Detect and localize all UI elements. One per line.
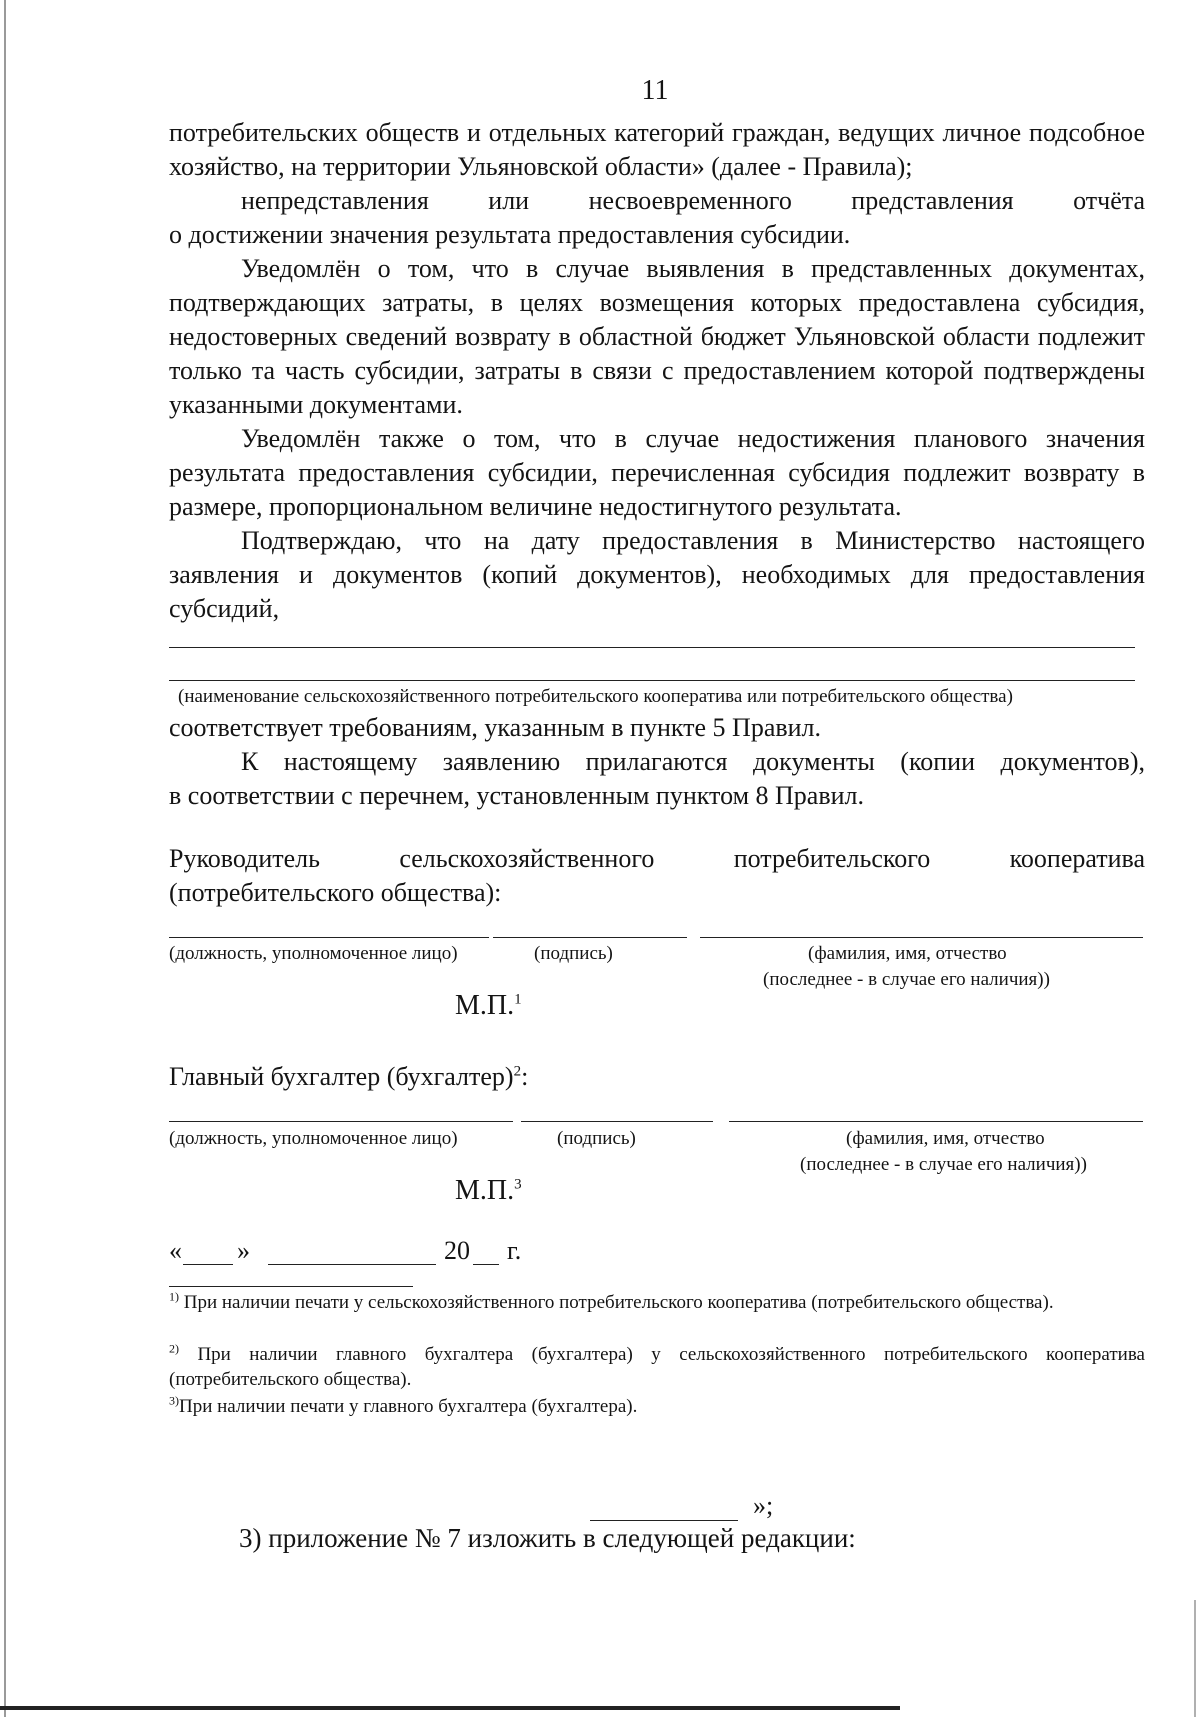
head-position-caption: (должность, уполномоченное лицо) <box>169 943 458 964</box>
head-label-line2: (потребительского общества): <box>169 878 502 907</box>
paragraph-rules: потребительских обществ и отдельных категорий граждан, ведущих личное подсобное хозяйство, на территории Ульяновской области» (далее - Правила); <box>169 118 1145 181</box>
accountant-signature-line[interactable] <box>521 1121 713 1122</box>
accountant-name-caption-line1: (фамилия, имя, отчество <box>846 1128 1045 1149</box>
footnote-text: При наличии печати у главного бухгалтера (бухгалтера). <box>179 1396 638 1417</box>
head-name-caption-line1: (фамилия, имя, отчество <box>808 943 1007 964</box>
date-year-prefix: 20 <box>444 1236 470 1265</box>
page-number: 11 <box>641 75 669 106</box>
page-left-edge <box>4 0 6 1717</box>
head-name-caption-line2: (последнее - в случае его наличия)) <box>763 969 1050 990</box>
accountant-label-text: Главный бухгалтер (бухгалтер) <box>169 1062 514 1091</box>
footnote-text: При наличии печати у сельскохозяйственного потребительского кооператива (потребительского общества). <box>183 1292 1054 1313</box>
accountant-name-line[interactable] <box>729 1121 1143 1122</box>
footnote-mark: 3) <box>169 1393 179 1408</box>
closing-blank-line[interactable] <box>590 1520 738 1521</box>
accountant-signature-caption: (подпись) <box>557 1128 636 1149</box>
footnote-mark: 2) <box>169 1341 179 1356</box>
stamp-text: М.П. <box>455 990 515 1021</box>
head-label-line1: Руководитель сельскохозяйственного потребительского кооператива <box>169 844 1145 873</box>
footnote-mark: 1) <box>169 1289 179 1304</box>
paragraph-notified-false-data: Уведомлён о том, что в случае выявления в представленных документах, подтверждающих затраты, в целях возмещения которых предоставлена субсидия, недостоверных сведений возврату в областной бюджет Ульяновской области подлежит только та часть субсидии, затраты в связи с предоставлением которой подтверждены указанными документами. <box>169 254 1145 419</box>
org-name-blank-line-2[interactable] <box>169 680 1135 681</box>
attached-docs-line2: в соответствии с перечнем, установленным пунктом 8 Правил. <box>169 781 865 810</box>
date-day-blank[interactable] <box>183 1264 233 1265</box>
org-name-caption: (наименование сельскохозяйственного потребительского кооператива или потребительского общества) <box>178 686 1013 707</box>
item-3-heading: 3) приложение № 7 изложить в следующей редакции: <box>239 1523 856 1553</box>
head-signature-line[interactable] <box>493 937 687 938</box>
date-close-quote: » <box>237 1236 250 1265</box>
accountant-stamp-label <box>455 1175 522 1207</box>
page-right-edge <box>1194 1600 1196 1717</box>
accountant-colon: : <box>521 1062 529 1091</box>
stamp-text: М.П. <box>455 1175 515 1206</box>
footnote-2 <box>169 1342 1145 1392</box>
accountant-position-caption: (должность, уполномоченное лицо) <box>169 1128 458 1149</box>
paragraph-notified-not-achieved: Уведомлён также о том, что в случае недостижения планового значения результата предоставления субсидии, перечисленная субсидия подлежит возврату в размере, пропорциональном величине недостигнутого результата. <box>169 424 1145 521</box>
head-signature-caption: (подпись) <box>534 943 613 964</box>
complies-text: соответствует требованиям, указанным в пункте 5 Правил. <box>169 713 822 742</box>
date-year-suffix: г. <box>507 1236 522 1265</box>
paragraph-nonsubmission-line1: непредставления или несвоевременного представления отчёта <box>241 186 1145 215</box>
date-year-blank[interactable] <box>473 1264 499 1265</box>
attached-docs-line1: К настоящему заявлению прилагаются документы (копии документов), <box>241 747 1145 776</box>
paragraph-confirm: Подтверждаю, что на дату предоставления в Министерство настоящего заявления и документов (копий документов), необходимых для предоставления субсидий, <box>169 526 1145 623</box>
page-bottom-edge <box>0 1706 900 1710</box>
footnote-ref: 3 <box>514 1176 522 1193</box>
closing-quote: »; <box>753 1491 774 1520</box>
date-month-blank[interactable] <box>268 1264 436 1265</box>
head-position-line[interactable] <box>169 937 489 938</box>
footnote-ref: 2 <box>513 1063 522 1080</box>
footnote-3 <box>169 1394 1145 1419</box>
footnote-text: При наличии главного бухгалтера (бухгалтера) у сельскохозяйственного потребительского кооператива (потребительского общества). <box>169 1344 1145 1390</box>
footnote-ref: 1 <box>514 991 522 1008</box>
head-stamp-label <box>455 990 522 1022</box>
accountant-name-caption-line2: (последнее - в случае его наличия)) <box>800 1154 1087 1175</box>
date-open-quote: « <box>169 1236 182 1265</box>
accountant-label <box>169 1061 528 1093</box>
footnote-separator <box>169 1286 413 1287</box>
footnote-1 <box>169 1290 1145 1315</box>
head-name-line[interactable] <box>700 937 1143 938</box>
paragraph-nonsubmission-line2: о достижении значения результата предоставления субсидии. <box>169 220 851 249</box>
org-name-blank-line-1[interactable] <box>169 647 1135 648</box>
accountant-position-line[interactable] <box>169 1121 513 1122</box>
main-text <box>169 116 1145 626</box>
